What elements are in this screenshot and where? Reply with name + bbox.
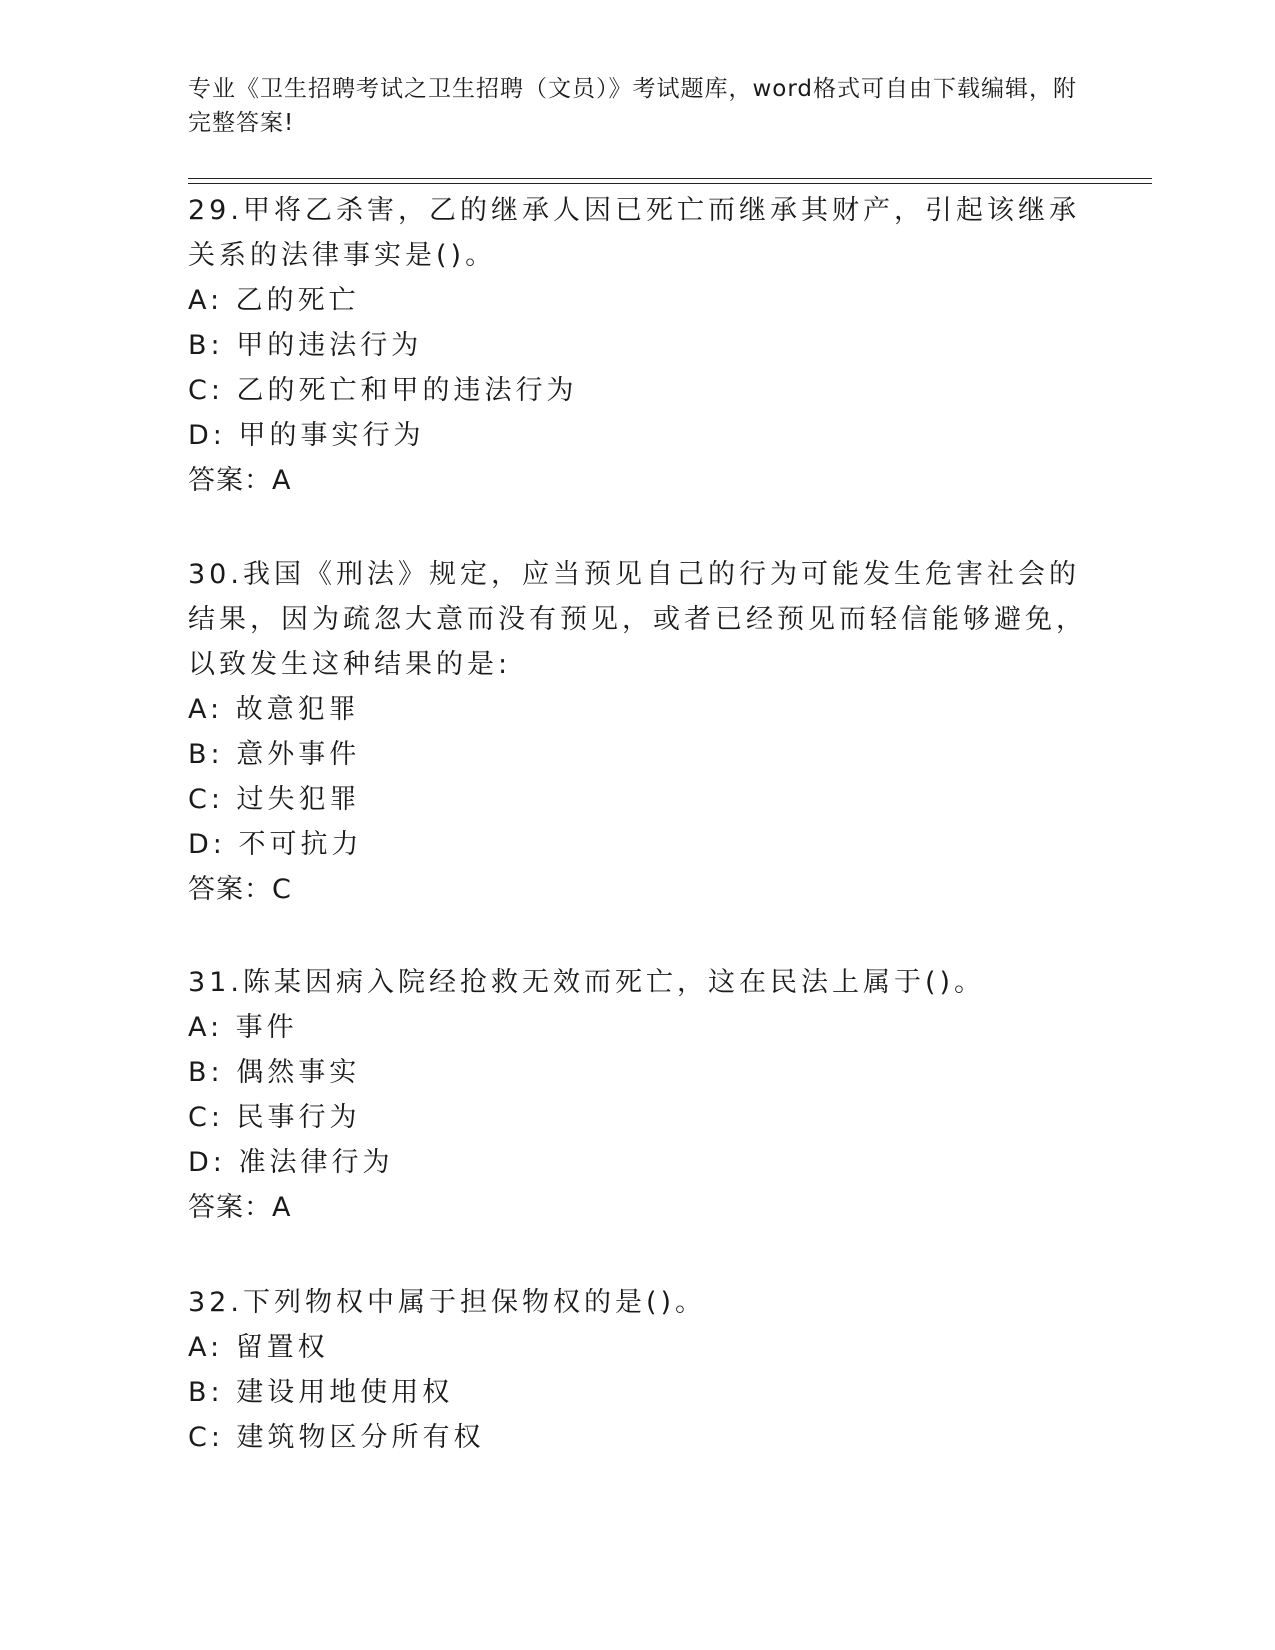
option-b: B: 建设用地使用权 (188, 1377, 454, 1408)
answer: 答案：C (188, 874, 292, 905)
option-b: B: 意外事件 (188, 739, 361, 770)
question-stem: 30.我国《刑法》规定，应当预见自己的行为可能发生危害社会的结果，因为疏忽大意而没有预见，或者已经预见而轻信能够避免，以致发生这种结果的是: (188, 559, 1087, 680)
document-header: 专业《卫生招聘考试之卫生招聘（文员）》考试题库，word格式可自由下载编辑，附完整答案! (188, 76, 1078, 136)
question-29 (188, 188, 1088, 503)
option-c: C: 乙的死亡和甲的违法行为 (188, 375, 578, 406)
option-a: A: 留置权 (188, 1332, 329, 1363)
option-d: D: 准法律行为 (188, 1147, 394, 1178)
option-d: D: 甲的事实行为 (188, 420, 425, 451)
option-b: B: 甲的违法行为 (188, 330, 423, 361)
option-d: D: 不可抗力 (188, 829, 363, 860)
option-b: B: 偶然事实 (188, 1057, 361, 1088)
question-31 (188, 960, 1088, 1230)
question-stem: 31.陈某因病入院经抢救无效而死亡，这在民法上属于()。 (188, 967, 986, 998)
option-c: C: 过失犯罪 (188, 784, 361, 815)
question-stem: 32.下列物权中属于担保物权的是()。 (188, 1287, 707, 1318)
option-c: C: 建筑物区分所有权 (188, 1422, 485, 1453)
option-c: C: 民事行为 (188, 1102, 361, 1133)
question-30 (188, 552, 1088, 912)
header-divider-top (188, 178, 1152, 179)
option-a: A: 事件 (188, 1012, 298, 1043)
option-a: A: 故意犯罪 (188, 694, 360, 725)
question-stem: 29.甲将乙杀害，乙的继承人因已死亡而继承其财产，引起该继承关系的法律事实是()。 (188, 195, 1080, 271)
header-divider-bottom (188, 183, 1152, 184)
answer: 答案：A (188, 1192, 292, 1223)
option-a: A: 乙的死亡 (188, 285, 360, 316)
answer: 答案：A (188, 465, 292, 496)
question-32 (188, 1280, 1088, 1460)
